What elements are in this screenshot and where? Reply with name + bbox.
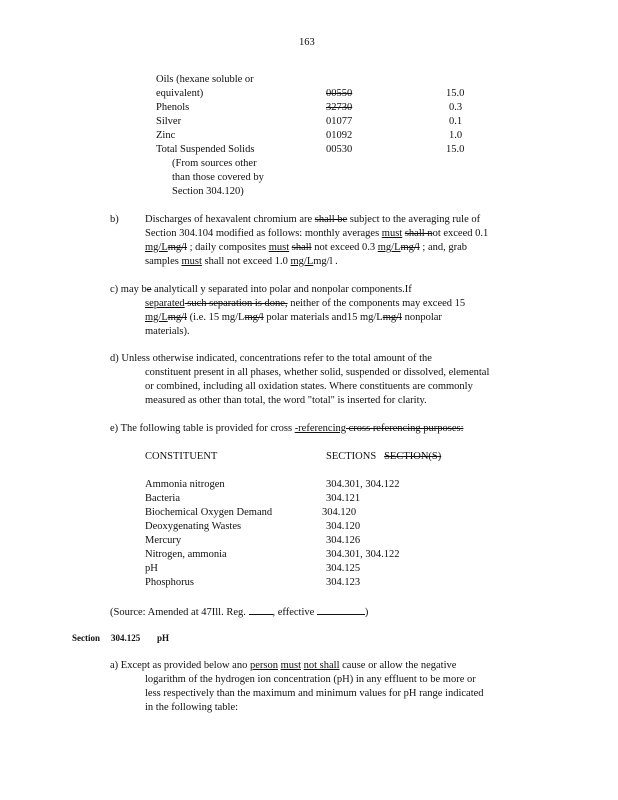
paragraph-line: d) Unless otherwise indicated, concentrations refer to the total amount of the <box>110 353 432 364</box>
table-row-name: Oils (hexane soluble or <box>156 74 254 85</box>
paragraph-line: less respectively than the maximum and minimum values for pH range indicated <box>145 688 484 699</box>
constituent-name: Bacteria <box>145 493 180 504</box>
limit-value: 0.1 <box>449 116 463 127</box>
storet-code: 00550 <box>326 88 353 99</box>
paragraph-line: Discharges of hexavalent chromium are shall be subject to the averaging rule of <box>145 214 481 225</box>
page-number: 163 <box>299 37 315 48</box>
paragraph-line: samples must shall not exceed 1.0 mg/Lmg/l . <box>145 256 338 267</box>
constituent-sections: 304.123 <box>326 577 361 588</box>
paragraph-label: b) <box>110 214 119 225</box>
constituent-sections: 304.120 <box>326 521 361 532</box>
limit-value: 15.0 <box>446 88 465 99</box>
table-row-name: Section 304.120) <box>172 186 244 197</box>
paragraph-line: mg/Lmg/l ; daily composites must shall not exceed 0.3 mg/Lmg/l ; and, grab <box>145 242 468 253</box>
table-row-name: Total Suspended Solids <box>156 144 255 155</box>
column-header-sections: SECTIONS SECTION(S) <box>326 451 442 462</box>
table-row-name: Phenols <box>156 102 190 113</box>
table-row-name: Silver <box>156 116 182 127</box>
paragraph-line: mg/Lmg/l (i.e. 15 mg/Lmg/l polar materials and15 mg/Lmg/l nonpolar <box>145 312 442 323</box>
paragraph-line: constituent present in all phases, whether solid, suspended or dissolved, elemental <box>145 367 490 378</box>
table-row-name: than those covered by <box>172 172 264 183</box>
column-header-constituent: CONSTITUENT <box>145 451 218 462</box>
paragraph-line: materials). <box>145 326 190 337</box>
constituent-name: Ammonia nitrogen <box>145 479 225 490</box>
paragraph-line: Section 304.104 modified as follows: monthly averages must shall not exceed 0.1 <box>145 228 489 239</box>
limit-value: 0.3 <box>449 102 463 113</box>
paragraph-line: measured as other than total, the word "total" is inserted for clarity. <box>145 395 427 406</box>
source-note: (Source: Amended at 47Ill. Reg. , effective ) <box>110 604 368 620</box>
constituent-name: Mercury <box>145 535 182 546</box>
paragraph-line: in the following table: <box>145 702 239 713</box>
paragraph-line: c) may be analyticall y separated into polar and nonpolar components.If <box>110 284 412 295</box>
storet-code: 01077 <box>326 116 353 127</box>
paragraph-line: or combined, including all oxidation states. Where constituents are commonly <box>145 381 473 392</box>
table-row-name: equivalent) <box>156 88 204 99</box>
constituent-name: Phosphorus <box>145 577 195 588</box>
paragraph-line: logarithm of the hydrogen ion concentration (pH) in any effluent to be more or <box>145 674 476 685</box>
constituent-sections: 304.126 <box>326 535 361 546</box>
constituent-sections: 304.301, 304.122 <box>326 549 400 560</box>
table-row-name: (From sources other <box>172 158 257 169</box>
constituent-sections: 304.120 <box>322 507 357 518</box>
constituent-sections: 304.121 <box>326 493 361 504</box>
constituent-name: pH <box>145 563 158 574</box>
paragraph-line: separated such separation is done, neither of the components may exceed 15 <box>145 298 466 309</box>
section-number: 304.125 <box>111 633 141 643</box>
section-title: pH <box>157 633 170 643</box>
storet-code: 32730 <box>326 102 353 113</box>
constituent-name: Nitrogen, ammonia <box>145 549 227 560</box>
limit-value: 1.0 <box>449 130 463 141</box>
paragraph-e: e) The following table is provided for cross -referencing cross referencing purposes: <box>110 423 464 434</box>
storet-code: 00530 <box>326 144 353 155</box>
paragraph-line: a) Except as provided below ano person must not shall cause or allow the negative <box>110 660 457 671</box>
constituent-name: Biochemical Oxygen Demand <box>145 507 273 518</box>
storet-code: 01092 <box>326 130 353 141</box>
section-label: Section <box>72 633 100 643</box>
constituent-sections: 304.301, 304.122 <box>326 479 400 490</box>
table-row-name: Zinc <box>156 130 176 141</box>
constituent-name: Deoxygenating Wastes <box>145 521 242 532</box>
limit-value: 15.0 <box>446 144 465 155</box>
constituent-sections: 304.125 <box>326 563 361 574</box>
